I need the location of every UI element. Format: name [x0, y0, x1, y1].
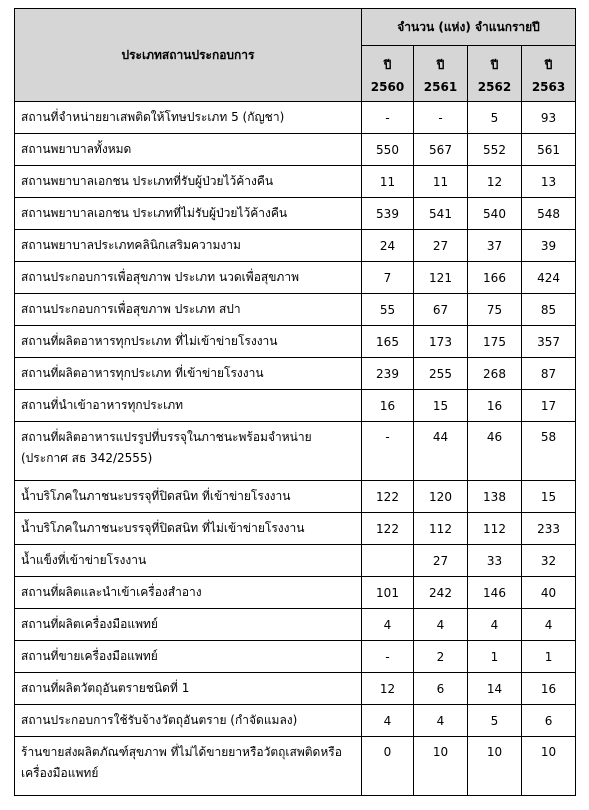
year-prefix: ปี — [436, 58, 445, 72]
row-value-2560: 122 — [362, 513, 414, 545]
row-value-2561: 541 — [414, 198, 468, 230]
row-value-2563: 15 — [522, 481, 576, 513]
row-label: สถานประกอบการใช้รับจ้างวัตถุอันตราย (กำจัดแมลง) — [15, 705, 362, 737]
table-row — [15, 294, 576, 326]
row-value-2560: 0 — [362, 737, 414, 796]
row-value-2562: 12 — [468, 166, 522, 198]
row-value-2560: 122 — [362, 481, 414, 513]
table-row — [15, 513, 576, 545]
row-label: สถานพยาบาลประเภทคลินิกเสริมความงาม — [15, 230, 362, 262]
row-value-2561: 567 — [414, 134, 468, 166]
row-value-2562: 14 — [468, 673, 522, 705]
count-by-year-header: จำนวน (แห่ง) จำแนกรายปี — [362, 9, 576, 46]
row-value-2561: 11 — [414, 166, 468, 198]
year-header-2562 — [468, 46, 522, 102]
year-prefix: ปี — [383, 58, 392, 72]
row-value-2562: 138 — [468, 481, 522, 513]
row-value-2560: 11 — [362, 166, 414, 198]
table-body — [15, 102, 576, 796]
row-label: น้ำบริโภคในภาชนะบรรจุที่ปิดสนิท ที่ไม่เข้าข่ายโรงงาน — [15, 513, 362, 545]
row-label: สถานพยาบาลเอกชน ประเภทที่ไม่รับผู้ป่วยไว้ค้างคืน — [15, 198, 362, 230]
row-value-2563: 16 — [522, 673, 576, 705]
row-label: สถานประกอบการเพื่อสุขภาพ ประเภท สปา — [15, 294, 362, 326]
table-row — [15, 390, 576, 422]
table-row — [15, 673, 576, 705]
row-value-2562: 4 — [468, 609, 522, 641]
table-header — [15, 9, 576, 102]
row-value-2563: 4 — [522, 609, 576, 641]
row-label: สถานที่ผลิตและนำเข้าเครื่องสำอาง — [15, 577, 362, 609]
row-value-2562: 33 — [468, 545, 522, 577]
row-value-2560: 55 — [362, 294, 414, 326]
row-value-2563: 357 — [522, 326, 576, 358]
row-label: สถานที่ผลิตวัตถุอันตรายชนิดที่ 1 — [15, 673, 362, 705]
row-value-2560: 550 — [362, 134, 414, 166]
row-value-2560: - — [362, 102, 414, 134]
row-value-2562: 46 — [468, 422, 522, 481]
row-value-2561: 27 — [414, 545, 468, 577]
row-value-2561: 67 — [414, 294, 468, 326]
row-value-2562: 16 — [468, 390, 522, 422]
table-row — [15, 326, 576, 358]
row-value-2560: - — [362, 422, 414, 481]
row-value-2561: 120 — [414, 481, 468, 513]
row-label: สถานที่นำเข้าอาหารทุกประเภท — [15, 390, 362, 422]
row-value-2563: 10 — [522, 737, 576, 796]
row-value-2561: 6 — [414, 673, 468, 705]
row-value-2560: 12 — [362, 673, 414, 705]
row-label: สถานที่ผลิตเครื่องมือแพทย์ — [15, 609, 362, 641]
row-value-2562: 75 — [468, 294, 522, 326]
table-row — [15, 577, 576, 609]
year-header-2560 — [362, 46, 414, 102]
row-value-2561: 4 — [414, 705, 468, 737]
row-value-2561: 112 — [414, 513, 468, 545]
row-label: สถานที่ผลิตอาหารทุกประเภท ที่เข้าข่ายโรงงาน — [15, 358, 362, 390]
row-value-2562: 1 — [468, 641, 522, 673]
table-row — [15, 358, 576, 390]
row-label: สถานประกอบการเพื่อสุขภาพ ประเภท นวดเพื่อสุขภาพ — [15, 262, 362, 294]
table-row — [15, 102, 576, 134]
table-row — [15, 609, 576, 641]
row-value-2562: 5 — [468, 705, 522, 737]
row-value-2563: 17 — [522, 390, 576, 422]
row-value-2563: 87 — [522, 358, 576, 390]
row-value-2562: 112 — [468, 513, 522, 545]
row-value-2560: 239 — [362, 358, 414, 390]
row-value-2561: 2 — [414, 641, 468, 673]
row-value-2560: 4 — [362, 705, 414, 737]
year-value: 2561 — [423, 80, 458, 94]
row-value-2561: 242 — [414, 577, 468, 609]
row-value-2563: 6 — [522, 705, 576, 737]
row-label: น้ำบริโภคในภาชนะบรรจุที่ปิดสนิท ที่เข้าข่ายโรงงาน — [15, 481, 362, 513]
row-label: สถานที่จำหน่ายยาเสพติดให้โทษประเภท 5 (กัญชา) — [15, 102, 362, 134]
year-prefix: ปี — [544, 58, 553, 72]
row-label: ร้านขายส่งผลิตภัณฑ์สุขภาพ ที่ไม่ได้ขายยาหรือวัตถุเสพติดหรือเครื่องมือแพทย์ — [15, 737, 362, 796]
row-value-2562: 37 — [468, 230, 522, 262]
row-value-2560 — [362, 545, 414, 577]
row-value-2562: 552 — [468, 134, 522, 166]
header-row-top — [15, 9, 576, 46]
row-value-2560: 165 — [362, 326, 414, 358]
row-value-2563: 424 — [522, 262, 576, 294]
row-value-2560: 7 — [362, 262, 414, 294]
row-value-2562: 268 — [468, 358, 522, 390]
row-value-2560: 539 — [362, 198, 414, 230]
table-row — [15, 481, 576, 513]
row-value-2563: 39 — [522, 230, 576, 262]
row-value-2562: 540 — [468, 198, 522, 230]
year-header-2563 — [522, 46, 576, 102]
row-value-2561: 10 — [414, 737, 468, 796]
table-row — [15, 737, 576, 796]
row-label: น้ำแข็งที่เข้าข่ายโรงงาน — [15, 545, 362, 577]
row-value-2560: - — [362, 641, 414, 673]
row-value-2560: 16 — [362, 390, 414, 422]
table-row — [15, 166, 576, 198]
row-value-2562: 146 — [468, 577, 522, 609]
row-value-2561: 121 — [414, 262, 468, 294]
row-value-2563: 93 — [522, 102, 576, 134]
row-value-2563: 561 — [522, 134, 576, 166]
row-label: สถานพยาบาลทั้งหมด — [15, 134, 362, 166]
row-value-2561: 4 — [414, 609, 468, 641]
row-value-2561: 255 — [414, 358, 468, 390]
year-prefix: ปี — [490, 58, 499, 72]
table-row — [15, 545, 576, 577]
row-value-2560: 4 — [362, 609, 414, 641]
row-value-2561: 44 — [414, 422, 468, 481]
row-value-2562: 10 — [468, 737, 522, 796]
row-value-2563: 13 — [522, 166, 576, 198]
table-row — [15, 134, 576, 166]
row-label: สถานที่ผลิตอาหารทุกประเภท ที่ไม่เข้าข่ายโรงงาน — [15, 326, 362, 358]
year-value: 2563 — [531, 80, 566, 94]
table-row — [15, 262, 576, 294]
establishments-table — [14, 8, 576, 796]
row-label: สถานที่ผลิตอาหารแปรรูปที่บรรจุในภาชนะพร้อมจำหน่าย (ประกาศ สธ 342/2555) — [15, 422, 362, 481]
row-value-2563: 1 — [522, 641, 576, 673]
year-header-2561 — [414, 46, 468, 102]
row-value-2561: 27 — [414, 230, 468, 262]
row-value-2562: 166 — [468, 262, 522, 294]
row-value-2562: 5 — [468, 102, 522, 134]
row-value-2563: 58 — [522, 422, 576, 481]
row-label: สถานที่ขายเครื่องมือแพทย์ — [15, 641, 362, 673]
table-row — [15, 422, 576, 481]
row-value-2561: 173 — [414, 326, 468, 358]
row-value-2563: 85 — [522, 294, 576, 326]
row-value-2563: 40 — [522, 577, 576, 609]
row-value-2563: 548 — [522, 198, 576, 230]
table-row — [15, 198, 576, 230]
year-value: 2562 — [477, 80, 512, 94]
row-value-2561: 15 — [414, 390, 468, 422]
row-label: สถานพยาบาลเอกชน ประเภทที่รับผู้ป่วยไว้ค้างคืน — [15, 166, 362, 198]
row-value-2563: 233 — [522, 513, 576, 545]
table-row — [15, 230, 576, 262]
row-value-2561: - — [414, 102, 468, 134]
row-value-2563: 32 — [522, 545, 576, 577]
establishment-type-header: ประเภทสถานประกอบการ — [15, 9, 362, 102]
year-value: 2560 — [370, 80, 405, 94]
table-row — [15, 641, 576, 673]
row-value-2560: 24 — [362, 230, 414, 262]
row-value-2562: 175 — [468, 326, 522, 358]
table-row — [15, 705, 576, 737]
row-value-2560: 101 — [362, 577, 414, 609]
